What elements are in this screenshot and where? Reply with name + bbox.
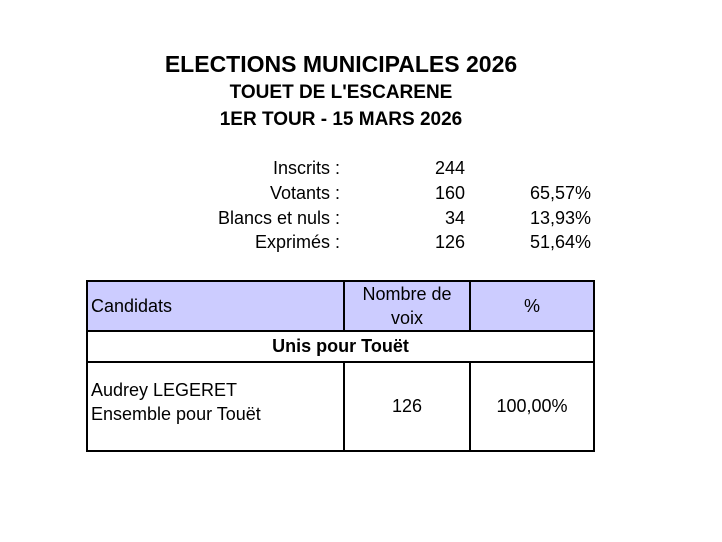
stat-value-inscrits: 244 [434, 158, 465, 178]
column-divider [343, 282, 345, 330]
results-table-header [88, 282, 593, 332]
commune-title: TOUET DE L'ESCARENE [229, 82, 453, 103]
stat-label-blancs-nuls: Blancs et nuls : [217, 208, 340, 228]
stat-percent-votants: 65,57% [529, 183, 591, 203]
stat-value-blancs-nuls: 34 [444, 208, 465, 228]
candidate-cell [91, 378, 261, 426]
stat-value-votants: 160 [434, 183, 465, 203]
stat-value-exprimes: 126 [434, 232, 465, 252]
stat-percent-exprimes: 51,64% [529, 232, 591, 252]
page-title: ELECTIONS MUNICIPALES 2026 [164, 51, 518, 77]
candidate-list: Ensemble pour Touët [91, 404, 261, 424]
candidate-name: Audrey LEGERET [91, 380, 238, 400]
stat-label-exprimes: Exprimés : [254, 232, 340, 252]
column-divider [469, 282, 471, 330]
candidate-votes: 126 [391, 396, 423, 416]
results-table [86, 280, 595, 452]
list-name-row: Unis pour Touët [88, 332, 593, 363]
candidate-percent: 100,00% [496, 396, 568, 416]
stat-label-votants: Votants : [269, 183, 340, 203]
stat-percent-blancs-nuls: 13,93% [529, 208, 591, 228]
stat-label-inscrits: Inscrits : [272, 158, 340, 178]
header-percent: % [523, 295, 540, 316]
header-nombre-de-voix: Nombre de voix [362, 284, 452, 328]
round-title: 1ER TOUR - 15 MARS 2026 [219, 109, 463, 130]
header-candidats: Candidats [91, 295, 173, 316]
